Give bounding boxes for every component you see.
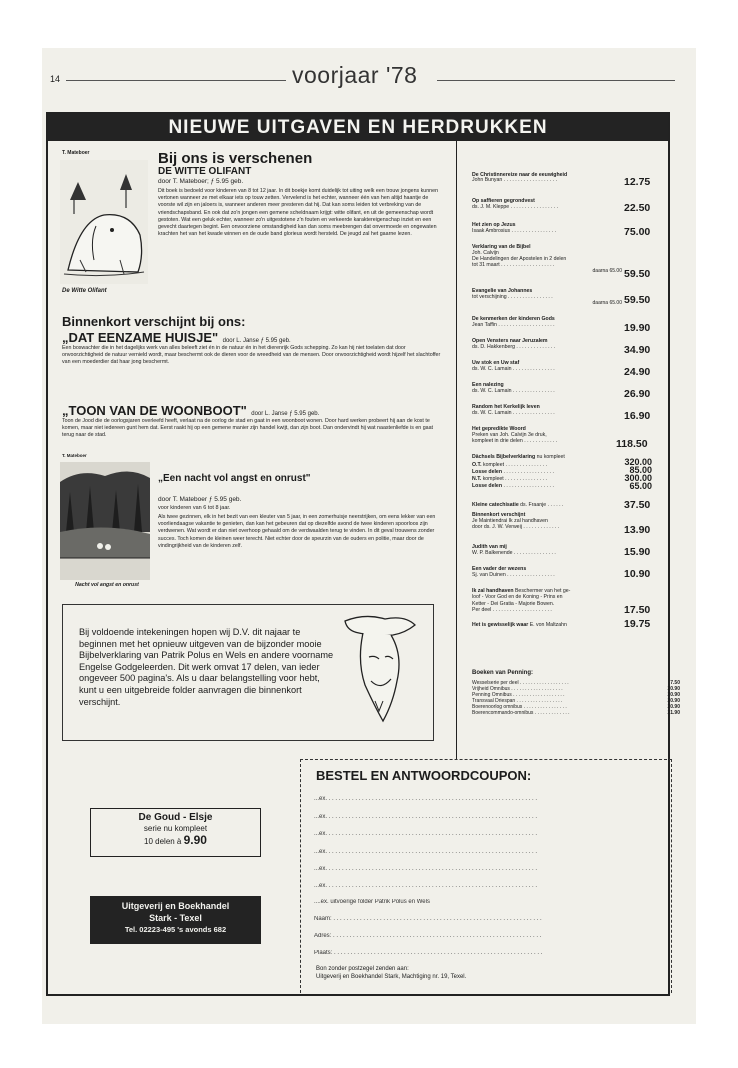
running-head: voorjaar '78 <box>292 62 418 88</box>
book-author: Jean Taffin . . . . . . . . . . . . . . . . . . . . <box>472 322 555 328</box>
price-list <box>472 172 682 630</box>
book-title: Boerenoorlog omnibus . . . . . . . . . . . . . . . . <box>472 704 567 710</box>
book-price: 300.00 <box>624 473 652 483</box>
list-item <box>472 316 622 328</box>
elephant-illustration-icon <box>60 160 148 284</box>
book-title: Uw stok en Uw staf <box>472 360 520 366</box>
list-item <box>472 382 622 394</box>
book-title: Het gepredikte Woord <box>472 426 526 432</box>
book-price: 20.90 <box>667 704 680 710</box>
book-title: „TOON VAN DE WOONBOOT" <box>62 403 247 418</box>
coupon-address: Uitgeverij en Boekhandel Stark, Machtiging nr. 19, Texel. <box>316 974 467 980</box>
book-price: 15.90 <box>624 546 651 558</box>
book-author: Sj. van Duinen . . . . . . . . . . . . . . . . . <box>472 572 555 578</box>
book-detail: loof - Voor God en de Koning - Prins en <box>472 594 563 601</box>
book-price: 20.90 <box>667 692 680 698</box>
book-title: Ik zal handhaven <box>472 588 514 594</box>
order-line-field[interactable]: ...ex. . . . . . . . . . . . . . . . . . . . . . . . . . . . . . . . . . . . . . . . . . . . . . . . . . . . . . . . . . . . . . . . <box>314 883 538 889</box>
book-price: 85.00 <box>629 465 652 475</box>
book-price: 59.50 <box>624 268 651 280</box>
book-title: DE WITTE OLIFANT <box>158 166 252 177</box>
book-title: De kenmerken der kinderen Gods <box>472 316 555 322</box>
book-byline: door T. Mateboer; ƒ 5.95 geb. <box>158 178 244 185</box>
book-price: 26.90 <box>624 388 651 400</box>
book-title: „DAT EENZAME HUISJE" <box>62 330 219 345</box>
order-line-field[interactable]: ...ex. . . . . . . . . . . . . . . . . . . . . . . . . . . . . . . . . . . . . . . . . . . . . . . . . . . . . . . . . . . . . . . . <box>314 831 538 837</box>
list-item <box>472 502 622 508</box>
header-rule-right <box>437 80 675 81</box>
volume-label: Losse delen <box>472 469 502 475</box>
book-price: 24.90 <box>624 366 651 378</box>
book-price: 16.90 <box>624 410 651 422</box>
book-author: Joh. Calvijn <box>472 250 499 256</box>
address-field[interactable]: Adres: . . . . . . . . . . . . . . . . . . . . . . . . . . . . . . . . . . . . . . . . . . . . . . . . . . . . . . . . . . . . . . . <box>314 933 542 939</box>
list-item <box>472 710 680 716</box>
feature-heading: Bij ons is verschenen <box>158 150 313 167</box>
volume-label: N.T. <box>472 476 482 482</box>
list-item <box>472 288 622 306</box>
series-title: De Goud - Elsje <box>138 812 213 823</box>
series-price-line <box>91 833 260 847</box>
section-banner: NIEUWE UITGAVEN EN HERDRUKKEN <box>48 114 668 141</box>
book-detail: De Handelingen der Apostelen in 2 delen <box>472 256 567 262</box>
book-author: ds. W. C. Lamain . . . . . . . . . . . . . . . <box>472 366 555 372</box>
book-title: Het is gewisselijk waar <box>472 622 529 628</box>
series-status: serie nu kompleet <box>143 824 208 833</box>
leader-dots: kompleet . . . . . . . . . . . . . . . <box>482 462 548 468</box>
book-detail: Preken van Joh. Calvijn 3e druk, <box>472 432 547 438</box>
list-item <box>472 222 622 234</box>
book-author: Isaak Ambrosius . . . . . . . . . . . . . . . . <box>472 228 557 234</box>
leader-dots: . . . . . . . . . . . . . . . . . . <box>503 483 554 489</box>
book-note: daarna 65.00 <box>592 268 622 274</box>
page-number: 14 <box>50 74 61 84</box>
publisher-name: Uitgeverij en Boekhandel <box>121 901 230 911</box>
book-price: 34.90 <box>624 344 651 356</box>
book-title: Binnenkort verschijnt <box>472 512 526 518</box>
book-title: Evangelie van Johannes <box>472 288 533 294</box>
book-note: daarna 65.00 <box>592 300 622 306</box>
book-title: De Christinnereize naar de eeuwigheid <box>472 172 568 178</box>
list-item <box>472 338 622 350</box>
forest-illustration-icon <box>60 462 150 580</box>
book-detail: nu kompleet <box>536 454 565 460</box>
book-author: W. P. Balkenende . . . . . . . . . . . . . . . <box>472 550 556 556</box>
order-line-field[interactable]: ...ex. . . . . . . . . . . . . . . . . . . . . . . . . . . . . . . . . . . . . . . . . . . . . . . . . . . . . . . . . . . . . . . . <box>314 849 538 855</box>
volume-label: Losse delen <box>472 483 502 489</box>
order-coupon[interactable] <box>300 759 672 993</box>
column-divider <box>456 141 457 759</box>
list-item <box>472 404 622 416</box>
book-price: 20.90 <box>667 698 680 704</box>
list-item <box>472 588 622 613</box>
book-author: E. von Maltzahn <box>529 622 567 628</box>
author-tag: T. Mateboer <box>62 150 90 156</box>
book-byline: door T. Mateboer ƒ 5.95 geb. <box>158 496 242 503</box>
leader-dots: . . . . . . . . . . . . . . . . . . <box>503 469 554 475</box>
book-title: Boerencommando-omnibus . . . . . . . . . . . . . <box>472 710 570 716</box>
book-price: 65.00 <box>629 481 652 491</box>
book-price: 59.50 <box>624 294 651 306</box>
volume-prices <box>612 458 652 490</box>
book-title: Op saffieren gegrondvest <box>472 198 535 204</box>
book-detail: Per deel . . . . . . . . . . . . . . . . . . . . . <box>472 606 552 613</box>
book-description: Dit boek is bedoeld voor kinderen van 8 tot 12 jaar. In dit boekje komt duidelijk tot uiting welk een trouw jongens kunnen vertonen wanneer ze met elkaar iets op touw zetten. Vervelend is het echter, wanneer één van hen altijd haantje de voorste wil zijn en jaloers is, wanneer anderen meer presteren dat hij. Dat kan soms leiden tot verbreking van de vriendschapsband. En ook dat zo'n jongen een gemene scheldnaam krijgt: witte olifant, en uit de gemeenschap wordt gestoten. Wat een geluk echter, wanneer zo'n uitgestotene z'n fouten en verkeerde karaktereigenschap inziet en een gevecht daartegen begint. Een onvoorziene omstandigheid kan dan soms meebrengen dat onvermoede en ongewaten krachten het van het kwade winnen en de oude band glorieus wordt hersteld. De jeugd zal het gaarne lezen. <box>158 188 439 238</box>
series-price: 9.90 <box>183 833 207 847</box>
list-item <box>472 198 622 210</box>
leader-dots: kompleet . . . . . . . . . . . . . . . <box>482 476 547 482</box>
list-item <box>472 622 622 628</box>
publisher-location: Stark - Texel <box>149 913 202 923</box>
folder-order-field[interactable]: ....ex. uitvoerige folder Patrik Polus en Wels <box>314 899 430 905</box>
book-title: Judith van mij <box>472 544 507 550</box>
penning-heading: Boeken van Penning: <box>472 670 534 676</box>
pilgrim-head-illustration-icon <box>335 611 419 735</box>
book-detail: Beschermer van het ge- <box>514 588 571 594</box>
list-item <box>472 360 622 372</box>
book-description: Toon de Jood die de oorlogsjaren overleefd heeft, verlaat na de oorlog de stad en gaat in een woonboot wonen. Door hard werken probeert hij aan de kost te komen, maar niet iedereen gunt hem dat. Eerst raakt hij op een gemene manier zijn handel kwijt, dan zijn boot. Dan ondervindt hij wat naastenliefde is en gaat terug naar de stad. <box>62 418 434 439</box>
order-line-field[interactable]: ...ex. . . . . . . . . . . . . . . . . . . . . . . . . . . . . . . . . . . . . . . . . . . . . . . . . . . . . . . . . . . . . . . . <box>314 814 538 820</box>
cover-caption: Nacht vol angst en onrust <box>75 582 139 588</box>
book-price: 13.90 <box>624 524 651 536</box>
book-author: ds. J. M. Kleppe . . . . . . . . . . . . . . . . . <box>472 204 559 210</box>
list-item <box>472 544 622 556</box>
list-item <box>472 462 622 490</box>
book-price: 17.50 <box>624 604 651 616</box>
book-title: Verklaring van de Bijbel <box>472 244 531 250</box>
book-price: 320.00 <box>624 457 652 467</box>
book-price: 75.00 <box>624 226 651 238</box>
book-price: 10.90 <box>624 568 651 580</box>
book-description: Een boswachter die in het dagelijks werk van alles beleeft ziet én in de natuur én in het dierenrijk Gods schepping. Zo kan hij niet toelaten dat door onvoorzichtigheid de natuur vernield wordt, maar beschermt ook de dieren voor de wreedheid van de mensen. Door onvoorzichtigheid wordt hijzelf het slachtoffer van een moederdier dat haar jong beschermt. <box>62 345 441 366</box>
list-item <box>472 566 622 578</box>
notice-text: Bij voldoende intekeningen hopen wij D.V. dit najaar te beginnen met het opnieuw uitgeven van de bijzonder mooie Bijbelverklaring van Patrik Polus en Wels en andere voorname Engelse Godgeleerden. Dit werk omvat 17 delen, van ieder ongeveer 500 pagina's. Als u daar belangstelling voor hebt, kunt u een uitgebreide folder aanvragen die binnenkort verschijnt. <box>79 627 334 707</box>
book-detail: tot verschijning . . . . . . . . . . . . . . . . <box>472 294 553 300</box>
book-detail: kompleet in drie delen . . . . . . . . . . . . <box>472 438 558 444</box>
book-age: voor kinderen van 6 tot 8 jaar. <box>158 505 231 511</box>
book-price: 21.90 <box>667 710 680 716</box>
book-title: Het zien op Jezus <box>472 222 516 228</box>
order-line-field[interactable]: ...ex. . . . . . . . . . . . . . . . . . . . . . . . . . . . . . . . . . . . . . . . . . . . . . . . . . . . . . . . . . . . . . . . <box>314 796 538 802</box>
book-title: Dächsels Bijbelverklaring <box>472 454 536 460</box>
list-item <box>472 426 622 444</box>
feature-heading: Binnenkort verschijnt bij ons: <box>62 314 246 329</box>
publisher-phone: Tel. 02223-495 's avonds 682 <box>124 925 227 934</box>
book-title: „Een nacht vol angst en onrust" <box>158 473 311 484</box>
author-tag: T. Mateboer <box>62 453 87 458</box>
book-price: 7.50 <box>670 680 680 686</box>
book-title: Open Vensters naar Jeruzalem <box>472 338 548 344</box>
notice-box <box>62 604 434 741</box>
book-price: 118.50 <box>616 438 648 450</box>
book-title: Penning Omnibus . . . . . . . . . . . . . . . . . . . <box>472 692 565 698</box>
book-price: 19.90 <box>624 322 651 334</box>
book-title: Transvaal Driespan . . . . . . . . . . . . . . . . . <box>472 698 563 704</box>
list-item <box>472 244 622 274</box>
book-byline: door L. Janse ƒ 5.95 geb. <box>222 338 291 344</box>
book-author: John Bunyan . . . . . . . . . . . . . . . . . . . <box>472 177 558 183</box>
header-rule-left <box>66 80 286 81</box>
list-item <box>472 512 622 530</box>
book-price: 12.75 <box>624 176 651 188</box>
book-author: ds. Fraanje . . . . . . <box>520 502 564 508</box>
book-title: Vrijheid Omnibus . . . . . . . . . . . . . . . . . . . <box>472 686 563 692</box>
book-title: Random het Kerkelijk leven <box>472 404 540 410</box>
book-byline: door L. Janse ƒ 5.95 geb. <box>251 411 320 417</box>
book-title: Een nalezing <box>472 382 504 388</box>
series-promo-box <box>90 808 261 857</box>
book-author: ds. W. C. Lamain . . . . . . . . . . . . . . . <box>472 388 555 394</box>
book-author: ds. W. C. Lamain . . . . . . . . . . . . . . . <box>472 410 555 416</box>
book-price: 20.90 <box>667 686 680 692</box>
book-cover-illustration <box>60 462 150 580</box>
series-volumes: 10 delen à <box>144 837 182 846</box>
book-cover-illustration <box>60 160 148 284</box>
book-author: ds. D. Hakkenberg . . . . . . . . . . . . . . <box>472 344 556 350</box>
book-title: Wesselserie per deel . . . . . . . . . . . . . . . . . . <box>472 680 569 686</box>
volume-label: O.T. <box>472 462 482 468</box>
book-title: Een vader der wezens <box>472 566 527 572</box>
book-detail: Je Maintiendrai Ik zal handhaven <box>472 518 548 524</box>
book-price: 22.50 <box>624 202 651 214</box>
coupon-footer: Bon zonder postzegel zenden aan: <box>316 966 409 972</box>
book-price: 37.50 <box>624 499 651 511</box>
book-price: 19.75 <box>624 618 651 630</box>
publisher-box <box>90 896 261 944</box>
list-item <box>472 454 622 460</box>
order-line-field[interactable]: ...ex. . . . . . . . . . . . . . . . . . . . . . . . . . . . . . . . . . . . . . . . . . . . . . . . . . . . . . . . . . . . . . . . <box>314 866 538 872</box>
cover-caption: De Witte Olifant <box>62 288 107 294</box>
book-detail: Ketter - Dei Gratia - Majorie Bowen. <box>472 600 555 607</box>
book-author: door ds. J. W. Verweij . . . . . . . . . . . . . <box>472 524 560 530</box>
book-detail: tot 31 maart . . . . . . . . . . . . . . . . . . . <box>472 262 555 268</box>
book-title: Kleine catechisatie <box>472 502 519 508</box>
name-field[interactable]: Naam: . . . . . . . . . . . . . . . . . . . . . . . . . . . . . . . . . . . . . . . . . . . . . . . . . . . . . . . . . . . . . . . <box>314 916 542 922</box>
city-field[interactable]: Plaats: . . . . . . . . . . . . . . . . . . . . . . . . . . . . . . . . . . . . . . . . . . . . . . . . . . . . . . . . . . . . . . . <box>314 950 543 956</box>
list-item <box>472 172 622 184</box>
coupon-heading: BESTEL EN ANTWOORDCOUPON: <box>316 768 532 783</box>
book-description: Als twee gezinnen, elk in het bezit van een kleuter van 5 jaar, in een zomerhuisje neerstrijken, om eens lekker van een voorliendaagse vakantie te genieten, dan kan het gebeuren dat op diezelfde avond de twee kinderen spoorloos zijn verdwenen. Wat wordt er dan niet overhoop gehaald om de verdwaalden terug te vinden. In dit geval trouwens zonder succes. Toch komen de kleinen weer terecht. Niet echter door de speurzin van de ouders en politie, maar door de vindingrijkheid van de kinderen zelf. <box>158 514 436 549</box>
